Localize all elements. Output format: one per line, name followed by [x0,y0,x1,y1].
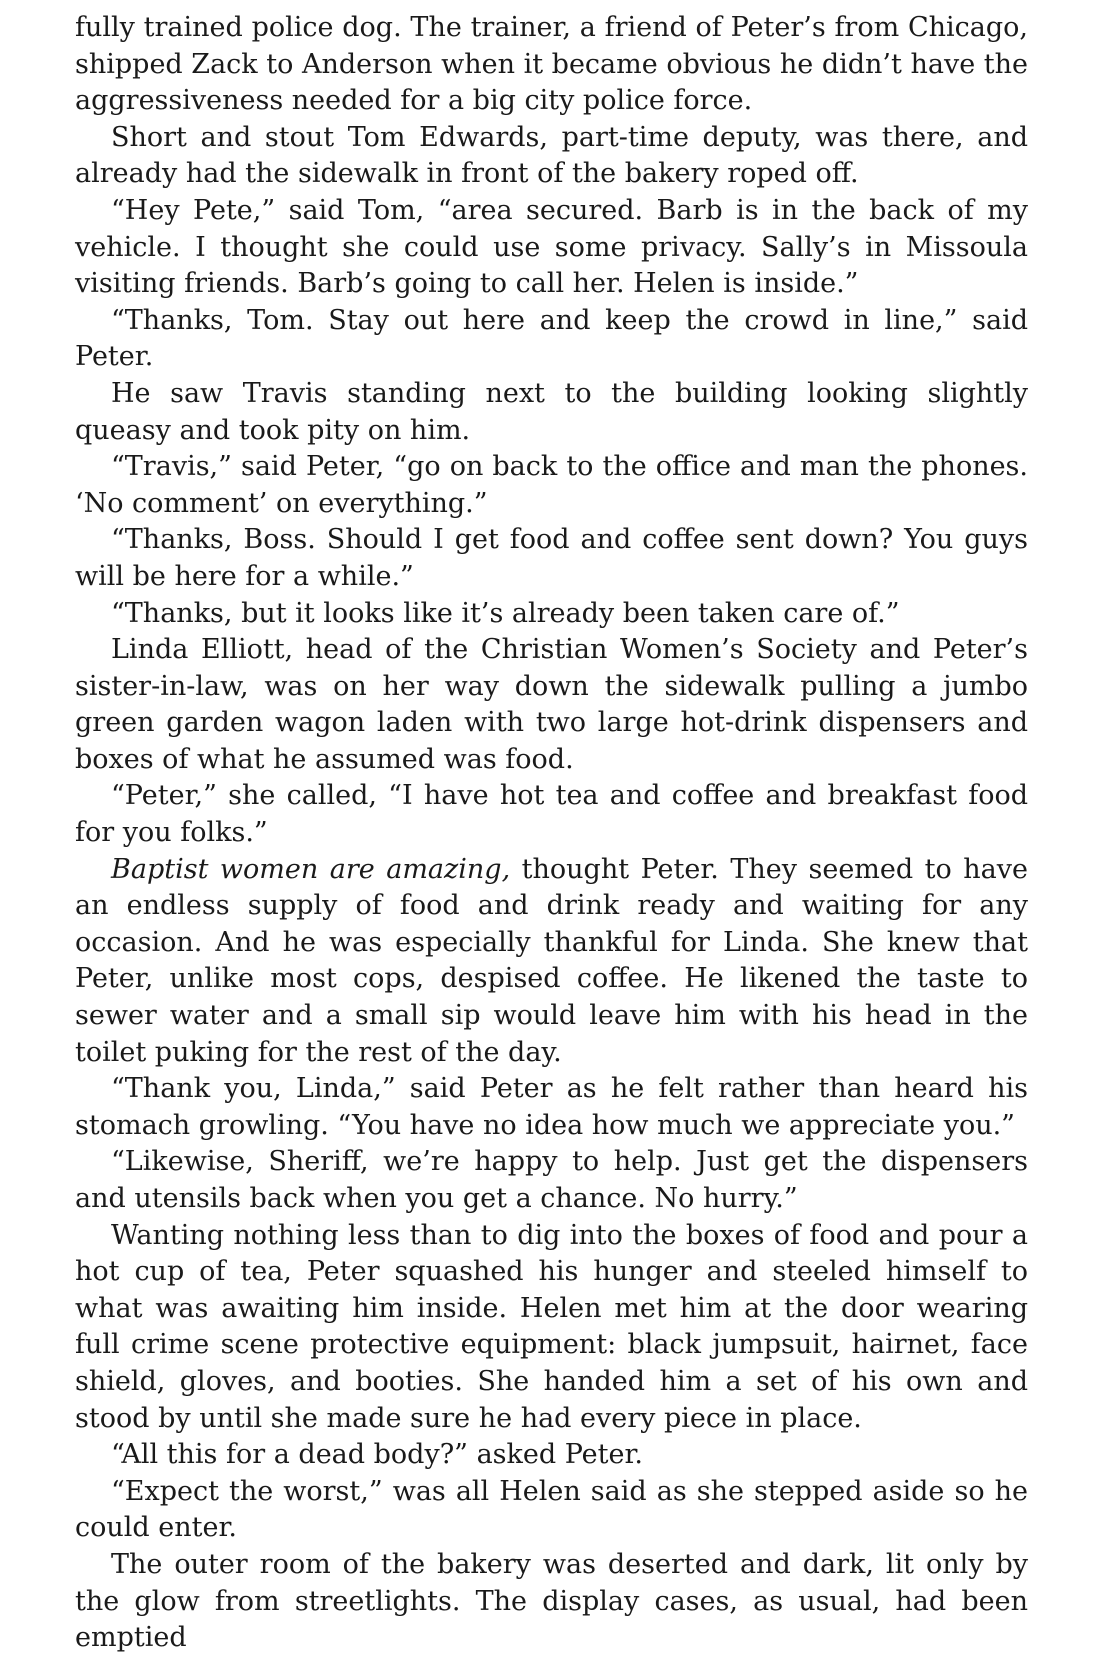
paragraph-travis-queasy: He saw Travis standing next to the building looking slightly queasy and took pity on him. [75,377,1028,446]
paragraph-likewise-sheriff: “Likewise, Sheriff, we’re happy to help. Just get the dispensers and utensils back when you get a chance. No hurry.” [75,1146,1028,1214]
paragraph-linda-elliott: Linda Elliott, head of the Christian Women’s Society and Peter’s sister-in-law, was on her way down the sidewalk pulling a jumbo green garden wagon laden with two large hot-drink dispensers and boxes of what he assumed was food. [75,634,1028,775]
paragraph-hey-pete: “Hey Pete,” said Tom, “area secured. Barb is in the back of my vehicle. I thought she could use some privacy. Sally’s in Missoula visiting friends. Barb’s going to call her. Helen is inside.” [75,194,1028,300]
paragraph-baptist-women [75,852,1028,1072]
italic-thought: Baptist women are amazing, [111,853,511,885]
paragraph-peter-she-called: “Peter,” she called, “I have hot tea and coffee and breakfast food for you folks.” [75,780,1028,849]
paragraph-expect-worst: “Expect the worst,” was all Helen said as she stepped aside so he could enter. [75,1475,1028,1544]
paragraph-tom-edwards: Short and stout Tom Edwards, part-time deputy, was there, and already had the sidewalk in front of the bakery roped off. [75,121,1028,190]
paragraph-baptist-women-text: thought Peter. They seemed to have an endless supply of food and drink ready and waiting for any occasion. And he was especially thankful for Linda. She knew that Peter, unlike most cops, despised coffee. He likened the taste to sewer water and a small sip would leave him with his head in the toilet puking for the rest of the day. [75,853,1028,1068]
paragraph-thanks-tom: “Thanks, Tom. Stay out here and keep the crowd in line,” said Peter. [75,304,1028,373]
paragraph-thank-you-linda: “Thank you, Linda,” said Peter as he felt rather than heard his stomach growling. “You have no idea how much we appreciate you.” [75,1073,1028,1141]
paragraph-continuation: fully trained police dog. The trainer, a friend of Peter’s from Chicago, shipped Zack to Anderson when it became obvious he didn’t have the aggressiveness needed for a big city police force. [75,12,1028,117]
paragraph-taken-care-of: “Thanks, but it looks like it’s already been taken care of.” [111,597,900,629]
paragraph-travis-office: “Travis,” said Peter, “go on back to the office and man the phones. ‘No comment’ on everything.” [75,451,1028,519]
paragraph-wanting-nothing: Wanting nothing less than to dig into the boxes of food and pour a hot cup of tea, Peter squashed his hunger and steeled himself to what was awaiting him inside. Helen met him at the door wearing full crime scene protective equipment: black jumpsuit, hairnet, face shield, gloves, and booties. She handed him a set of his own and stood by until she made sure he had every piece in place. [75,1219,1028,1434]
paragraph-dead-body: “All this for a dead body?” asked Peter. [111,1439,644,1471]
book-page [75,10,1028,1657]
paragraph-outer-room: The outer room of the bakery was deserted and dark, lit only by the glow from streetlights. The display cases, as usual, had been emptied [75,1548,1028,1654]
paragraph-thanks-boss: “Thanks, Boss. Should I get food and coffee sent down? You guys will be here for a while.” [75,524,1028,592]
